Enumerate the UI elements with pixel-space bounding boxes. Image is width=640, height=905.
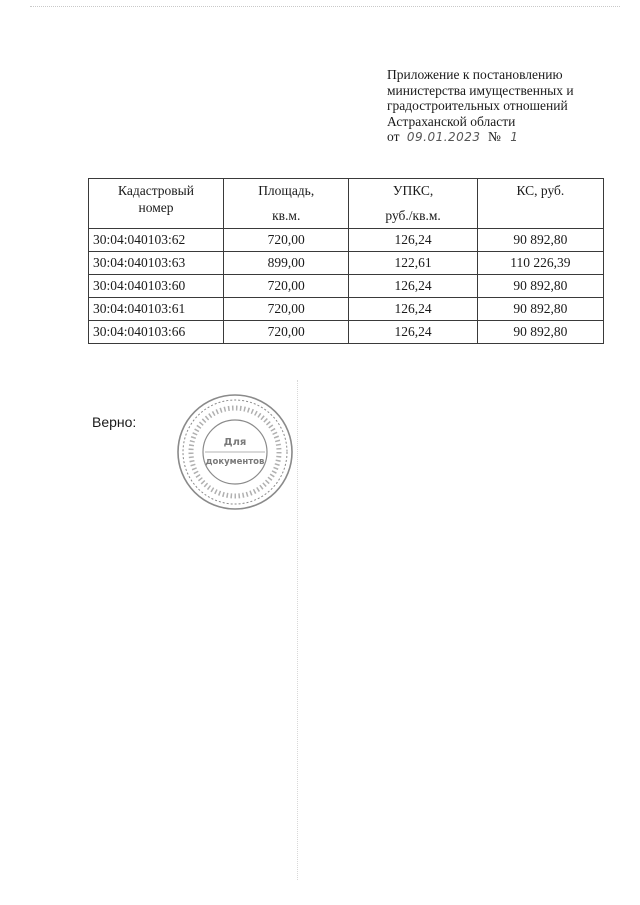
cell-upks: 126,24 [349, 275, 477, 298]
header-upks [349, 179, 477, 229]
header-line-2: министерства имущественных и [387, 82, 574, 98]
scan-noise-top [30, 6, 620, 9]
cadastral-value-table [88, 178, 604, 344]
cell-cadastral: 30:04:040103:62 [89, 229, 224, 252]
cell-area: 720,00 [224, 298, 349, 321]
header-area [224, 179, 349, 229]
cell-upks: 126,24 [349, 229, 477, 252]
number-label: № [487, 129, 501, 144]
cell-area: 720,00 [224, 275, 349, 298]
header-line-4: Астраханской области [387, 113, 516, 129]
header-date-line [387, 129, 627, 146]
scan-noise-vertical [297, 380, 300, 880]
table-row [89, 252, 604, 275]
header-cadastral-l1: Кадастровый [118, 183, 194, 198]
header-area-l2: кв.м. [272, 208, 301, 223]
stamp-text-bottom: документов [205, 457, 265, 467]
header-ks [477, 179, 603, 229]
verno-label: Верно: [92, 414, 137, 430]
cell-upks: 126,24 [349, 321, 477, 344]
header-cadastral-l2: номер [138, 200, 174, 215]
header-line-3: градостроительных отношений [387, 98, 568, 113]
appendix-header [387, 67, 627, 146]
cell-area: 899,00 [224, 252, 349, 275]
cell-cadastral: 30:04:040103:61 [89, 298, 224, 321]
cell-area: 720,00 [224, 321, 349, 344]
cell-ks: 90 892,80 [477, 321, 603, 344]
table-row [89, 275, 604, 298]
header-line-1: Приложение к постановлению [387, 67, 563, 82]
header-upks-l1: УПКС, [392, 183, 434, 198]
stamp-text-top: Для [223, 437, 247, 448]
header-upks-l2: руб./кв.м. [385, 208, 441, 223]
header-area-l1: Площадь, [258, 183, 315, 198]
cell-upks: 126,24 [349, 298, 477, 321]
table-row [89, 229, 604, 252]
header-cadastral-number [89, 179, 224, 229]
cell-ks: 110 226,39 [477, 252, 603, 275]
cell-ks: 90 892,80 [477, 298, 603, 321]
handwritten-date: 09.01.2023 [406, 130, 481, 144]
table-row [89, 321, 604, 344]
header-ks-l1: КС, руб. [516, 183, 565, 198]
cell-ks: 90 892,80 [477, 275, 603, 298]
cell-cadastral: 30:04:040103:60 [89, 275, 224, 298]
cell-cadastral: 30:04:040103:66 [89, 321, 224, 344]
table-row [89, 298, 604, 321]
cell-upks: 122,61 [349, 252, 477, 275]
cell-ks: 90 892,80 [477, 229, 603, 252]
cell-cadastral: 30:04:040103:63 [89, 252, 224, 275]
cell-area: 720,00 [224, 229, 349, 252]
from-label: от [387, 129, 400, 144]
table-header-row [89, 179, 604, 229]
handwritten-number: 1 [510, 130, 518, 144]
round-stamp [175, 392, 295, 512]
